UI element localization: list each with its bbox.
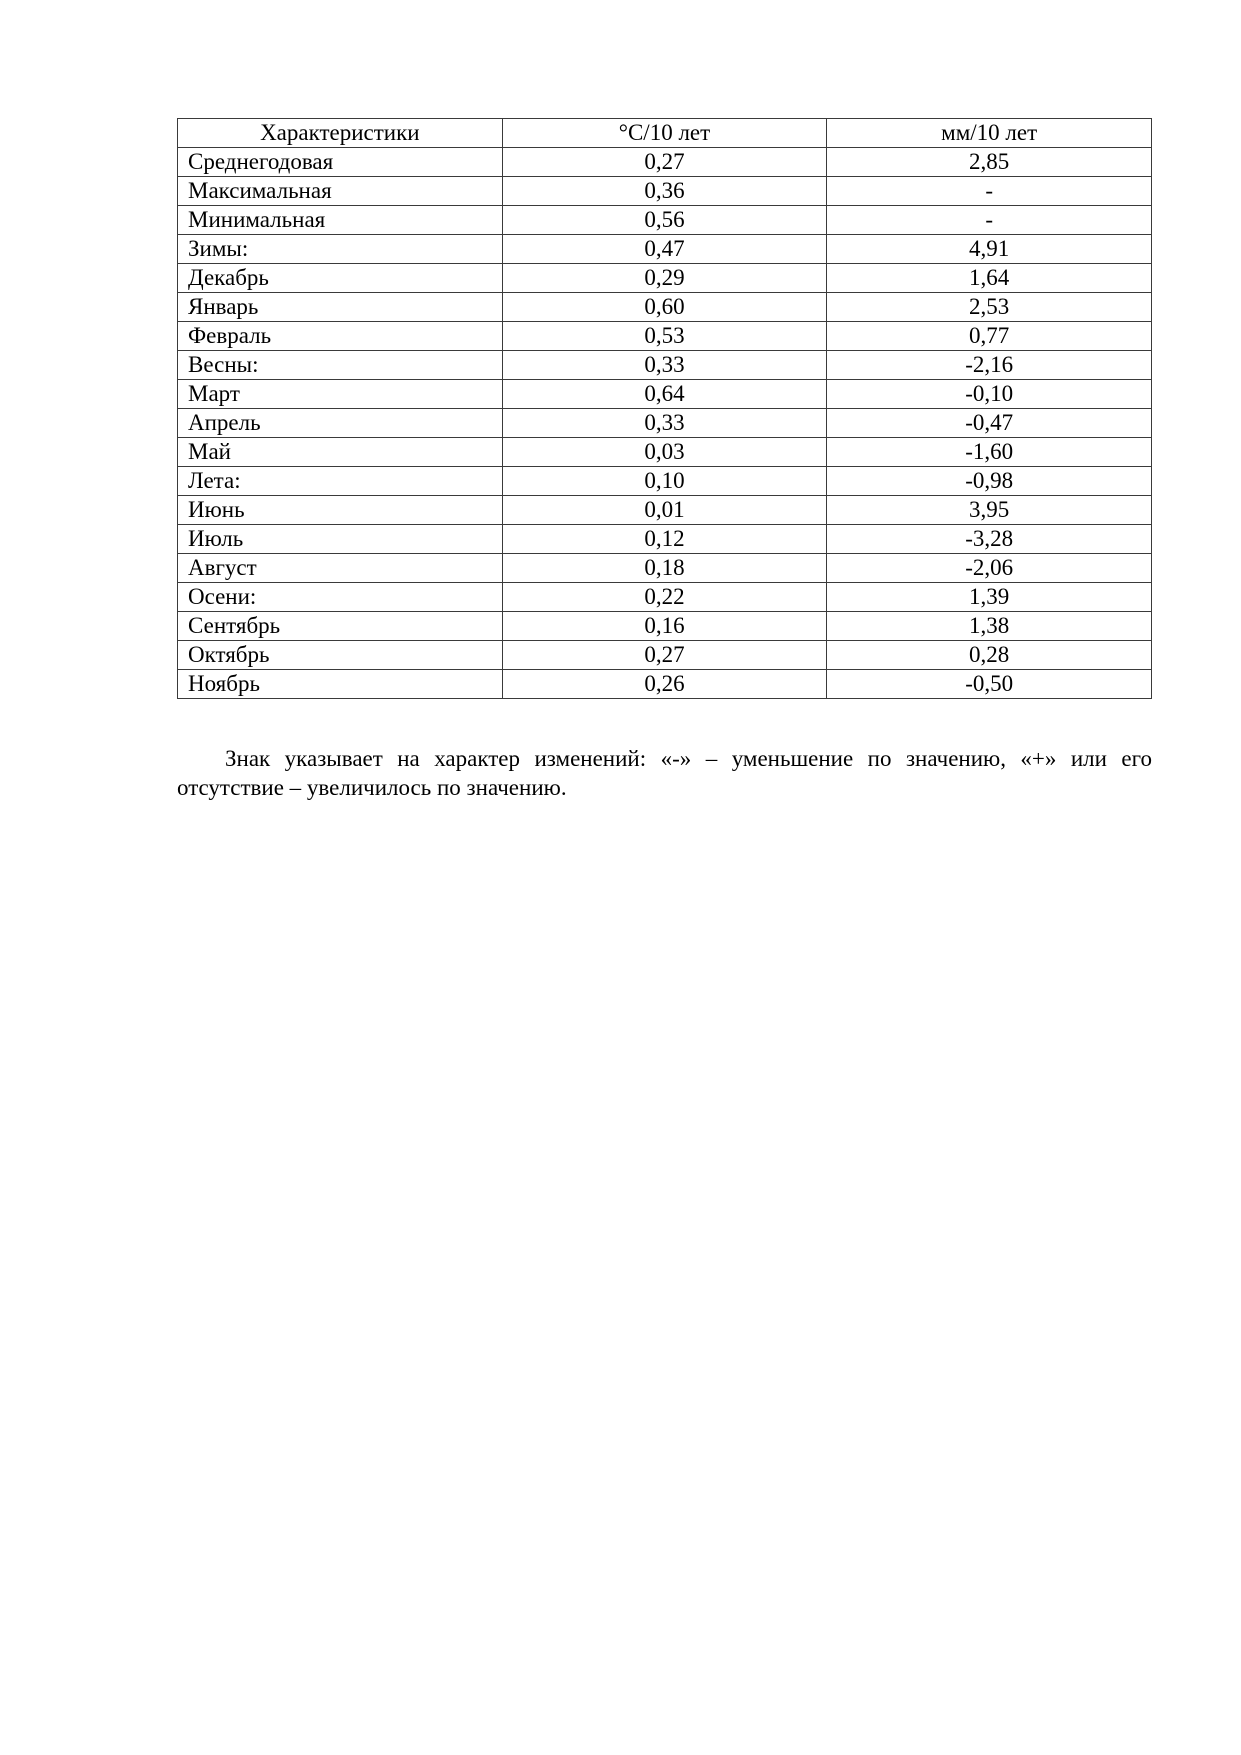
table-row (178, 409, 1152, 438)
table-row (178, 264, 1152, 293)
temperature-trend-cell: 0,12 (502, 525, 827, 554)
precipitation-trend-cell: 1,64 (827, 264, 1152, 293)
precipitation-trend-cell: 3,95 (827, 496, 1152, 525)
precipitation-trend-cell: 2,53 (827, 293, 1152, 322)
table-row (178, 554, 1152, 583)
temperature-trend-cell: 0,22 (502, 583, 827, 612)
header-precipitation: мм/10 лет (827, 119, 1152, 148)
row-label: Декабрь (178, 264, 503, 293)
row-label: Август (178, 554, 503, 583)
temperature-trend-cell: 0,47 (502, 235, 827, 264)
precipitation-trend-cell: 0,28 (827, 641, 1152, 670)
temperature-trend-cell: 0,29 (502, 264, 827, 293)
table-row (178, 467, 1152, 496)
row-label: Максимальная (178, 177, 503, 206)
table-row (178, 612, 1152, 641)
temperature-trend-cell: 0,18 (502, 554, 827, 583)
temperature-trend-cell: 0,56 (502, 206, 827, 235)
temperature-trend-cell: 0,33 (502, 409, 827, 438)
temperature-trend-cell: 0,03 (502, 438, 827, 467)
table-row (178, 322, 1152, 351)
precipitation-trend-cell: -2,06 (827, 554, 1152, 583)
table-body (178, 148, 1152, 699)
precipitation-trend-cell: 1,39 (827, 583, 1152, 612)
row-label: Февраль (178, 322, 503, 351)
table-row (178, 670, 1152, 699)
table-row (178, 206, 1152, 235)
table-row (178, 525, 1152, 554)
row-label: Май (178, 438, 503, 467)
table-row (178, 293, 1152, 322)
table-row (178, 641, 1152, 670)
row-label: Сентябрь (178, 612, 503, 641)
row-label: Январь (178, 293, 503, 322)
table-row (178, 235, 1152, 264)
row-label: Октябрь (178, 641, 503, 670)
row-label: Март (178, 380, 503, 409)
row-label: Апрель (178, 409, 503, 438)
temperature-trend-cell: 0,36 (502, 177, 827, 206)
precipitation-trend-cell: -0,50 (827, 670, 1152, 699)
table-row (178, 148, 1152, 177)
row-label: Минимальная (178, 206, 503, 235)
precipitation-trend-cell: -1,60 (827, 438, 1152, 467)
row-label: Весны: (178, 351, 503, 380)
table-row (178, 351, 1152, 380)
precipitation-trend-cell: 4,91 (827, 235, 1152, 264)
row-label: Июнь (178, 496, 503, 525)
table-row (178, 380, 1152, 409)
precipitation-trend-cell: - (827, 177, 1152, 206)
precipitation-trend-cell: -0,98 (827, 467, 1152, 496)
row-label: Зимы: (178, 235, 503, 264)
temperature-trend-cell: 0,64 (502, 380, 827, 409)
row-label: Осени: (178, 583, 503, 612)
row-label: Ноябрь (178, 670, 503, 699)
precipitation-trend-cell: - (827, 206, 1152, 235)
temperature-trend-cell: 0,33 (502, 351, 827, 380)
table-row (178, 496, 1152, 525)
temperature-trend-cell: 0,26 (502, 670, 827, 699)
precipitation-trend-cell: -2,16 (827, 351, 1152, 380)
temperature-trend-cell: 0,16 (502, 612, 827, 641)
table-row (178, 583, 1152, 612)
row-label: Среднегодовая (178, 148, 503, 177)
table-row (178, 177, 1152, 206)
header-characteristics: Характеристики (178, 119, 503, 148)
table-header-row (178, 119, 1152, 148)
header-temperature: °С/10 лет (502, 119, 827, 148)
temperature-trend-cell: 0,01 (502, 496, 827, 525)
precipitation-trend-cell: -3,28 (827, 525, 1152, 554)
temperature-trend-cell: 0,27 (502, 148, 827, 177)
row-label: Лета: (178, 467, 503, 496)
temperature-trend-cell: 0,53 (502, 322, 827, 351)
temperature-trend-cell: 0,60 (502, 293, 827, 322)
sign-explanation-note: Знак указывает на характер изменений: «-» – уменьшение по значению, «+» или его отсутствие – увеличилось по значению. (177, 746, 1152, 800)
row-label: Июль (178, 525, 503, 554)
precipitation-trend-cell: 0,77 (827, 322, 1152, 351)
table-row (178, 438, 1152, 467)
temperature-trend-cell: 0,27 (502, 641, 827, 670)
precipitation-trend-cell: 2,85 (827, 148, 1152, 177)
precipitation-trend-cell: 1,38 (827, 612, 1152, 641)
precipitation-trend-cell: -0,47 (827, 409, 1152, 438)
temperature-trend-cell: 0,10 (502, 467, 827, 496)
precipitation-trend-cell: -0,10 (827, 380, 1152, 409)
trend-table (177, 118, 1152, 699)
